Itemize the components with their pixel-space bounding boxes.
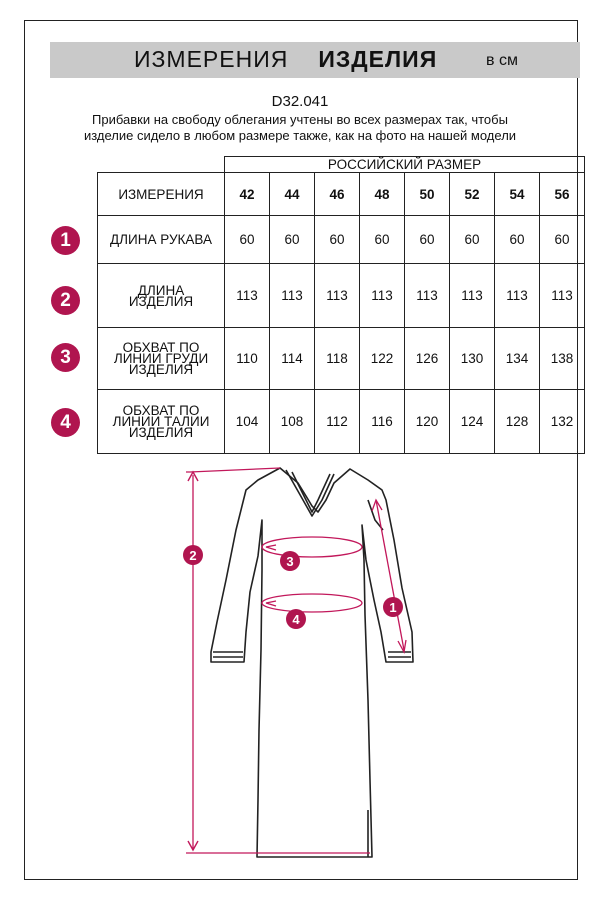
- article-code: D32.041: [271, 93, 329, 110]
- value-cell: 60: [225, 216, 270, 264]
- marker-label: 2: [189, 548, 197, 563]
- value-cell: 113: [270, 264, 315, 328]
- value-cell: 60: [450, 216, 495, 264]
- value-cell: 120: [405, 390, 450, 454]
- value-cell: 132: [540, 390, 585, 454]
- fit-note-line-2: изделие сидело в любом размере также, как на фото на нашей модели: [83, 128, 517, 143]
- value-cell: 124: [450, 390, 495, 454]
- size-header-cell: 48: [360, 173, 405, 216]
- size-header-cell: 56: [540, 173, 585, 216]
- value-cell: 113: [495, 264, 540, 328]
- value-cell: 113: [450, 264, 495, 328]
- value-cell: 60: [405, 216, 450, 264]
- value-cell: 113: [540, 264, 585, 328]
- size-header-cell: 42: [225, 173, 270, 216]
- value-cell: 138: [540, 328, 585, 390]
- size-header-cell: 46: [315, 173, 360, 216]
- value-cell: 112: [315, 390, 360, 454]
- title-regular: ИЗМЕРЕНИЯ: [134, 46, 289, 72]
- row-label: ДЛИНА ИЗДЕЛИЯ: [98, 264, 225, 328]
- row-number-badge: 3: [51, 343, 80, 372]
- marker-label: 4: [292, 612, 300, 627]
- value-cell: 113: [405, 264, 450, 328]
- value-cell: 113: [360, 264, 405, 328]
- value-cell: 60: [270, 216, 315, 264]
- value-cell: 113: [225, 264, 270, 328]
- value-cell: 128: [495, 390, 540, 454]
- fit-note-line-1: Прибавки на свободу облегания учтены во всех размерах так, чтобы: [92, 112, 508, 127]
- size-group-label: РОССИЙСКИЙ РАЗМЕР: [225, 157, 585, 173]
- value-cell: 60: [540, 216, 585, 264]
- value-cell: 116: [360, 390, 405, 454]
- value-cell: 110: [225, 328, 270, 390]
- value-cell: 134: [495, 328, 540, 390]
- size-header-cell: 54: [495, 173, 540, 216]
- title-bold: ИЗДЕЛИЯ: [318, 46, 438, 72]
- value-cell: 114: [270, 328, 315, 390]
- value-cell: 60: [495, 216, 540, 264]
- marker-label: 3: [286, 554, 294, 569]
- value-cell: 60: [315, 216, 360, 264]
- value-cell: 130: [450, 328, 495, 390]
- value-cell: 60: [360, 216, 405, 264]
- dress-outline: [211, 468, 413, 857]
- value-cell: 126: [405, 328, 450, 390]
- row-label: ДЛИНА РУКАВА: [98, 216, 225, 264]
- size-header-cell: 52: [450, 173, 495, 216]
- value-cell: 122: [360, 328, 405, 390]
- unit-label: в см: [486, 52, 518, 69]
- value-cell: 118: [315, 328, 360, 390]
- row-number-badge: 1: [51, 226, 80, 255]
- size-header-cell: 44: [270, 173, 315, 216]
- row-label: ОБХВАТ ПО ЛИНИИ ГРУДИ ИЗДЕЛИЯ: [98, 328, 225, 390]
- measure-guides: [186, 468, 406, 853]
- value-cell: 104: [225, 390, 270, 454]
- row-label: ОБХВАТ ПО ЛИНИИ ТАЛИИ ИЗДЕЛИЯ: [98, 390, 225, 454]
- size-header-cell: 50: [405, 173, 450, 216]
- marker-label: 1: [389, 600, 397, 615]
- value-cell: 113: [315, 264, 360, 328]
- value-cell: 108: [270, 390, 315, 454]
- row-number-badge: 2: [51, 286, 80, 315]
- diagram-markers: [183, 545, 403, 629]
- row-number-badge: 4: [51, 408, 80, 437]
- measure-header: ИЗМЕРЕНИЯ: [98, 173, 225, 216]
